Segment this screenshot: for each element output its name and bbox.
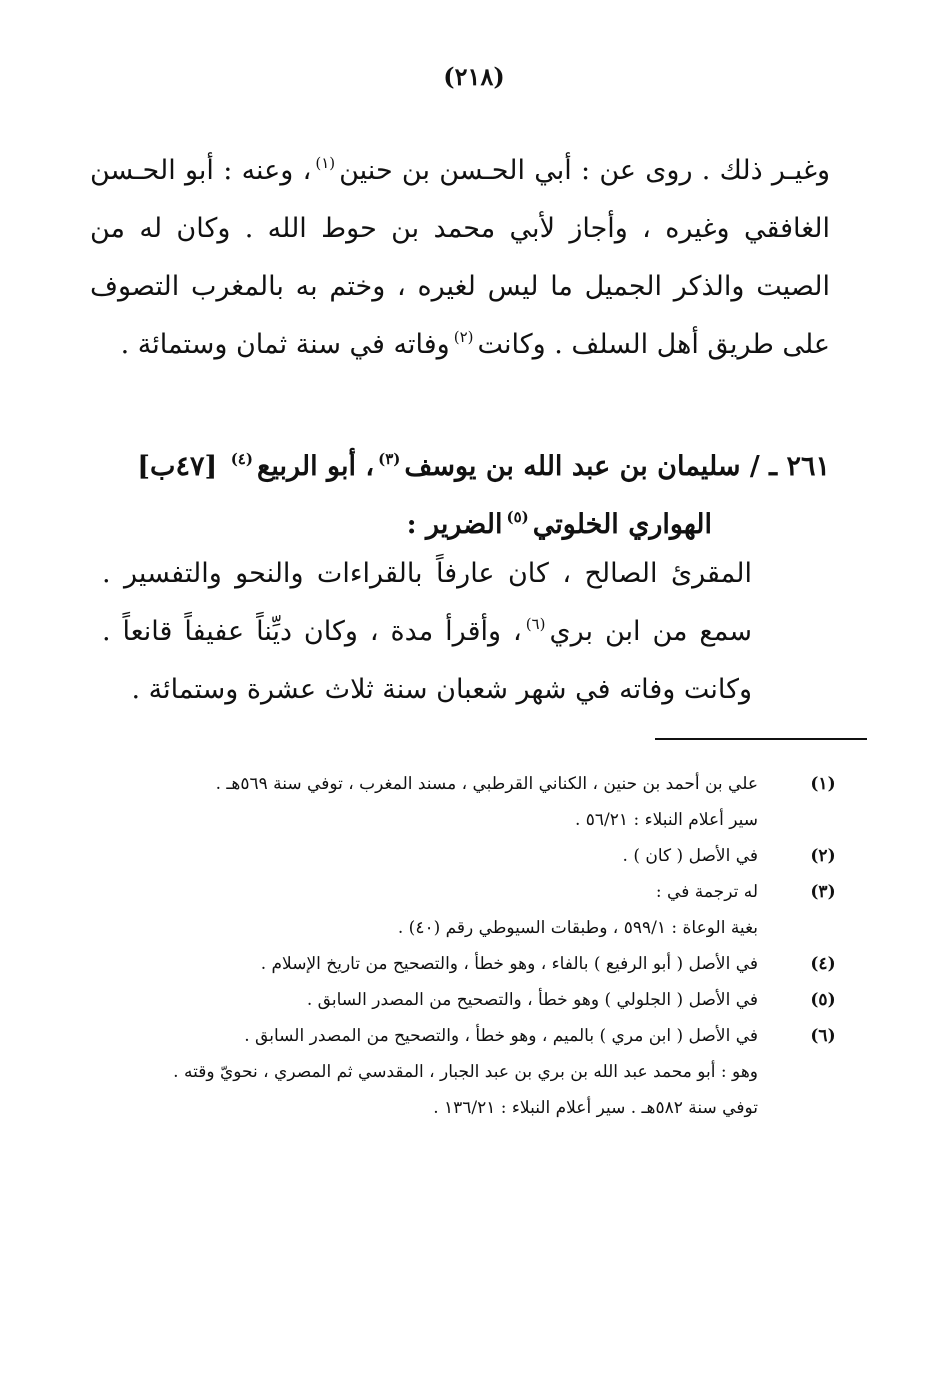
footnote-number: (٥): [810, 990, 836, 1010]
footnote-item: [118, 766, 848, 838]
footnote-ref-3[interactable]: (٣): [378, 450, 401, 468]
paragraph-text: وفاته في سنة ثمان وستمائة .: [120, 329, 450, 360]
footnote-ref-1[interactable]: (١): [315, 154, 336, 172]
footnote-line: في الأصل ( ابن مري ) بالميم ، وهو خطأ ، والتصحيح من المصدر السابق .: [244, 1026, 758, 1046]
entry-heading-text: الضرير :: [406, 509, 503, 540]
footnote-line: في الأصل ( الجلولي ) وهو خطأ ، والتصحيح من المصدر السابق .: [306, 990, 758, 1010]
footnote-line: علي بن أحمد بن حنين ، الكناني القرطبي ، مسند المغرب ، توفي سنة ٥٦٩هـ .: [215, 774, 758, 794]
page-number: (٢١٨): [443, 62, 505, 91]
entry-body-text: المقرئ الصالح ، كان عارفاً بالقراءات والنحو والتفسير . سمع من ابن بري: [102, 558, 753, 647]
footnote-ref-4[interactable]: (٤): [230, 450, 253, 468]
footnote-number: (٣): [810, 882, 836, 902]
footnote-item: [118, 1018, 848, 1126]
paragraph-main: [90, 142, 830, 374]
footnote-line: توفي سنة ٥٨٢هـ . سير أعلام النبلاء : ١٣٦/٢١ .: [433, 1098, 758, 1118]
entry-body-text: ، وأقرأ مدة ، وكان ديِّناً عفيفاً قانعاً . وكانت وفاته في شهر شعبان سنة ثلاث عشرة وستمائة .: [102, 616, 752, 705]
footnote-line: في الأصل ( أبو الرفيع ) بالفاء ، وهو خطأ ، والتصحيح من تاريخ الإسلام .: [260, 954, 758, 974]
footnote-line: وهو : أبو محمد عبد الله بن بري بن عبد الجبار ، المقدسي ثم المصري ، نحويّ وقته .: [173, 1062, 758, 1082]
footnote-number: (١): [810, 774, 836, 794]
paragraph-text: وغيـر ذلك . روى عن : أبي الحـسن بن حنين: [339, 155, 831, 186]
footnote-item: [118, 982, 848, 1018]
footnote-number: (٤): [810, 954, 836, 974]
entry-heading-text: الهواري الخلوتي: [532, 509, 712, 540]
entry-body: [102, 545, 752, 719]
paragraph-text: ، وعنه : أبو الحـسن الغافقي وغيره ، وأجاز لأبي محمد بن حوط الله . وكان له من الصيت والذكر الجميل ما ليس لغيره ، وختم به بالمغرب التصوف على طريق أهل السلف . وكانت: [90, 155, 830, 360]
footnote-line: في الأصل ( كان ) .: [622, 846, 758, 866]
entry-heading: [90, 438, 830, 554]
entry-heading-text: ، أبو الربيع: [256, 451, 375, 482]
footnote-number: (٢): [810, 846, 836, 866]
footnote-item: [118, 946, 848, 982]
footnote-ref-2[interactable]: (٢): [453, 328, 474, 346]
footnote-number: (٦): [810, 1026, 836, 1046]
footnote-line: سير أعلام النبلاء : ٥٦/٢١ .: [574, 810, 758, 830]
footnote-line: بغية الوعاة : ٥٩٩/١ ، وطبقات السيوطي رقم (٤٠) .: [397, 918, 758, 938]
footnotes: [118, 766, 848, 1126]
footnote-ref-6[interactable]: (٦): [525, 615, 546, 633]
footnote-divider: [655, 738, 867, 740]
footnote-line: له ترجمة في :: [655, 882, 758, 902]
folio-marker: [٤٧ب]: [137, 451, 218, 482]
footnote-ref-5[interactable]: (٥): [506, 508, 529, 526]
footnote-item: [118, 874, 848, 946]
footnote-item: [118, 838, 848, 874]
entry-heading-text: ٢٦١ ـ / سليمان بن عبد الله بن يوسف: [404, 451, 830, 482]
